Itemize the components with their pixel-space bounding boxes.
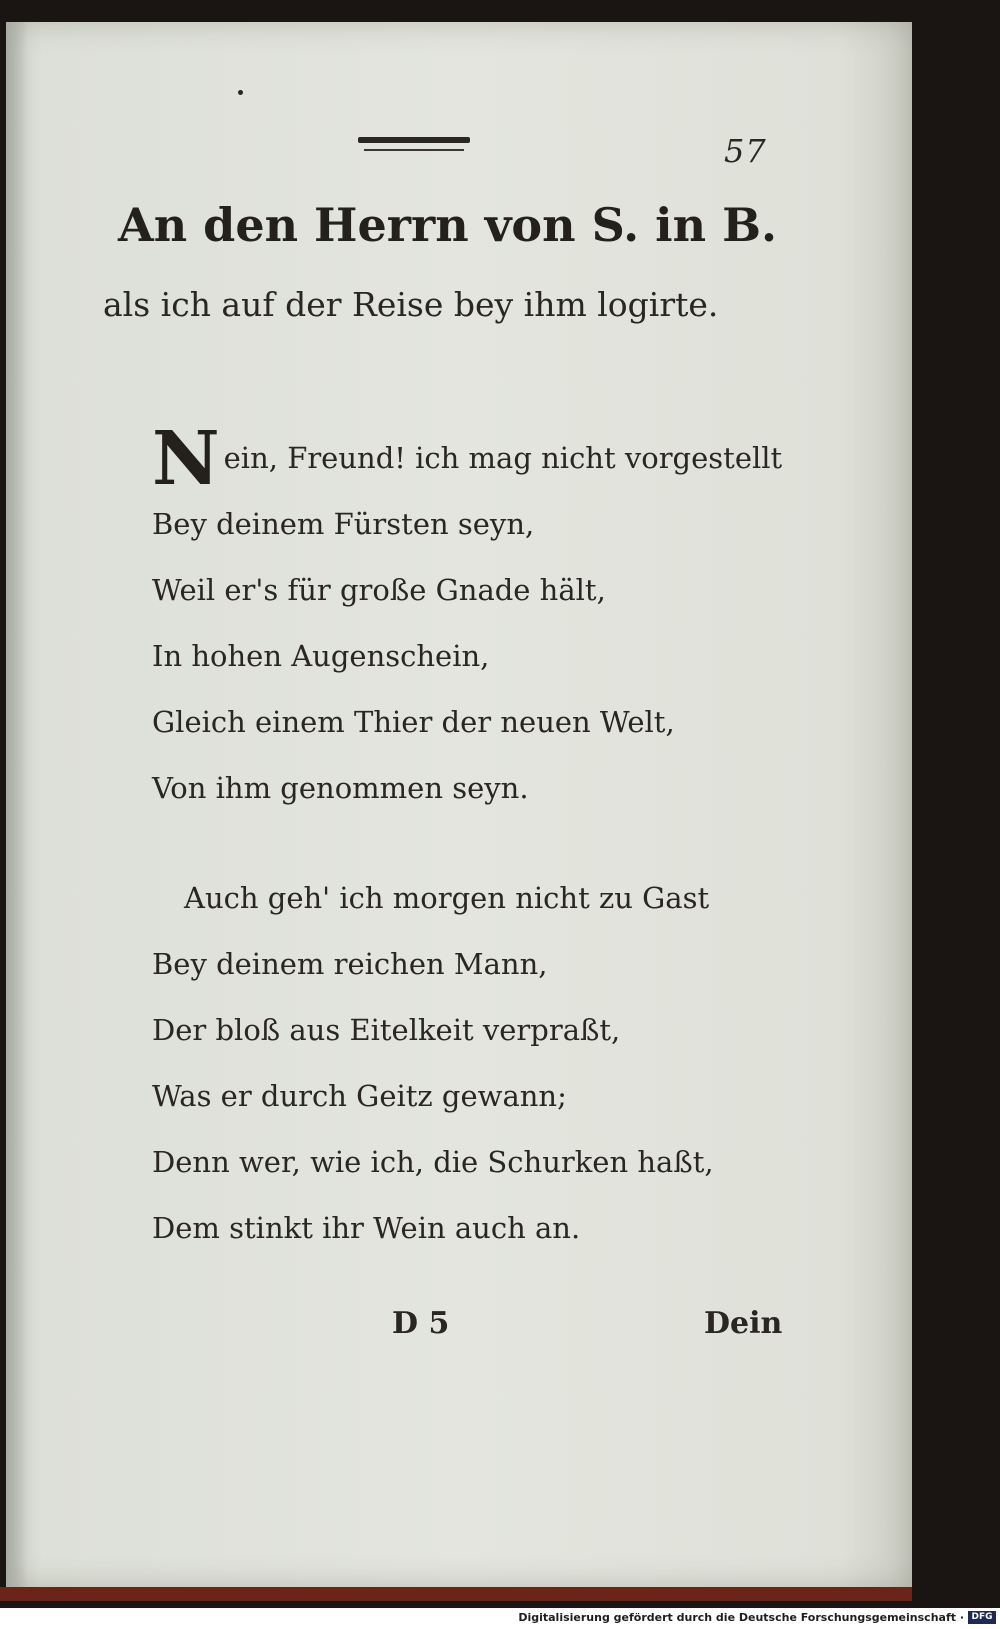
poem-line: Bey deinem reichen Mann, <box>152 947 548 981</box>
poem-line: Auch geh' ich morgen nicht zu Gast <box>184 881 710 915</box>
ornament-bar-thick <box>358 137 470 143</box>
page-bottom-edge <box>0 1587 912 1601</box>
poem-line: Dem stinkt ihr Wein auch an. <box>152 1211 581 1245</box>
poem-subtitle: als ich auf der Reise bey ihm logirte. <box>103 285 719 324</box>
poem-line: Von ihm genommen seyn. <box>152 771 529 805</box>
poem-line: Weil er's für große Gnade hält, <box>152 573 606 607</box>
stanza-2 <box>152 865 752 1261</box>
header-ornament-rule <box>358 137 470 151</box>
page-spine-shadow <box>6 22 28 1587</box>
dfg-logo-icon: DFG <box>968 1611 996 1624</box>
drop-cap: N <box>152 416 220 502</box>
poem-line: Gleich einem Thier der neuen Welt, <box>152 705 675 739</box>
poem-line: Was er durch Geitz gewann; <box>152 1079 567 1113</box>
poem-line: In hohen Augenschein, <box>152 639 490 673</box>
stanza-1 <box>152 416 783 821</box>
page-number: 57 <box>724 132 767 170</box>
printer-signature-mark: D 5 <box>392 1306 450 1341</box>
poem-line: Denn wer, wie ich, die Schurken haßt, <box>152 1145 714 1179</box>
poem-line <box>152 416 783 502</box>
catchword: Dein <box>704 1306 783 1341</box>
poem-line: Bey deinem Fürsten seyn, <box>152 507 535 541</box>
digitization-credit: Digitalisierung gefördert durch die Deutsche Forschungsgemeinschaft · <box>518 1611 964 1624</box>
ink-dot-mark <box>238 90 243 95</box>
poem-title: An den Herrn von S. in B. <box>118 198 778 252</box>
poem-line-text: ein, Freund! ich mag nicht vorgestellt <box>223 441 783 475</box>
poem-line: Der bloß aus Eitelkeit verpraßt, <box>152 1013 621 1047</box>
ornament-bar-thin <box>364 149 464 151</box>
